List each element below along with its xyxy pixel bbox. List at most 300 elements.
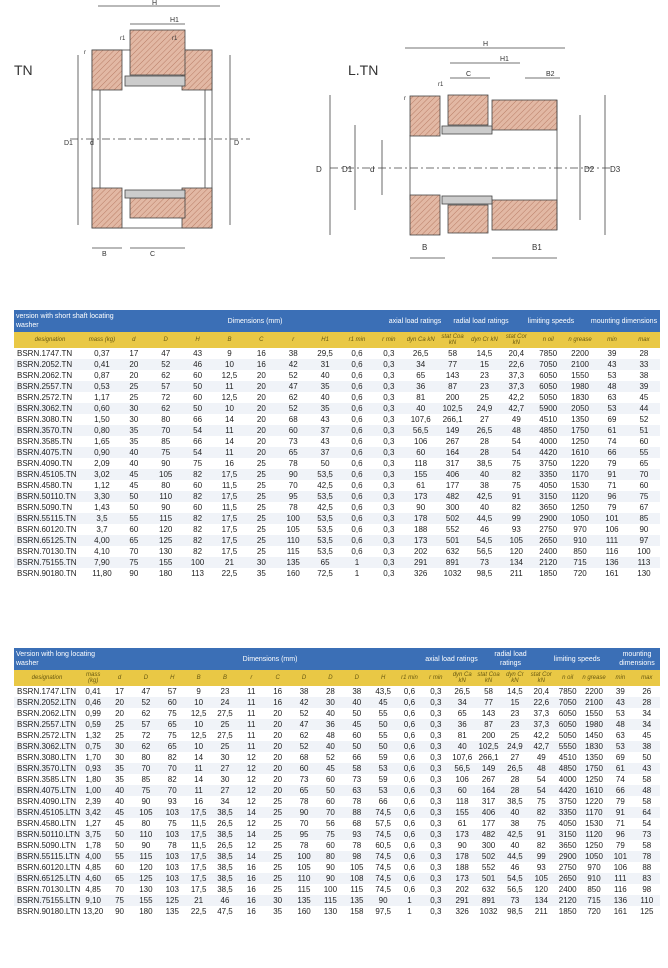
table-cell: 103 (159, 873, 185, 884)
table-cell: 62 (133, 741, 159, 752)
table-cell: 78 (634, 851, 660, 862)
table-cell: 1050 (581, 851, 607, 862)
table-cell: 0,6 (396, 785, 422, 796)
table-cell: 20 (106, 697, 132, 708)
table-cell: 27,5 (212, 708, 238, 719)
table-cell: 75 (159, 708, 185, 719)
table-cell: 34 (212, 796, 238, 807)
table-cell: 20 (265, 741, 291, 752)
table-cell: 2650 (554, 873, 580, 884)
svg-text:r: r (404, 96, 406, 102)
table-cell: 23 (469, 370, 501, 381)
table-cell: 0,3 (423, 785, 449, 796)
table-cell: 54 (182, 425, 214, 436)
table-cell: 65 (291, 785, 317, 796)
designation-cell: BSRN.2052.LTN (14, 697, 80, 708)
table-cell: 82 (528, 807, 554, 818)
table-row (14, 392, 660, 403)
column-header: min (607, 337, 617, 343)
table-cell: 2,39 (80, 796, 106, 807)
table-cell: 16 (238, 906, 264, 917)
table-cell: 103 (159, 807, 185, 818)
table-cell: 106 (449, 774, 475, 785)
table-cell: 0,3 (373, 403, 405, 414)
table-cell: 14 (214, 414, 246, 425)
table-cell: 0,6 (341, 359, 373, 370)
table-cell: 125 (159, 895, 185, 906)
table-cell: 26,5 (212, 840, 238, 851)
table-cell: 0,6 (396, 752, 422, 763)
table-cell: 0,3 (373, 392, 405, 403)
table-cell: 23 (212, 686, 238, 697)
table-cell: 75 (317, 829, 343, 840)
table-cell: 17,5 (214, 546, 246, 557)
table-cell: 3650 (532, 502, 564, 513)
designation-cell: BSRN.3585.LTN (14, 774, 80, 785)
table-cell: 42,7 (500, 403, 532, 414)
table-cell: 9,10 (80, 895, 106, 906)
table-cell: 11 (185, 763, 211, 774)
table-cell: 22,5 (214, 568, 246, 579)
table-cell: 60 (118, 524, 150, 535)
table-row (14, 403, 660, 414)
designation-cell: BSRN.3062.TN (14, 403, 86, 414)
table-cell: 68 (277, 414, 309, 425)
table-cell: 266,1 (437, 414, 469, 425)
table-cell: 40 (106, 785, 132, 796)
table-cell: 155 (133, 895, 159, 906)
tn-label: TN (14, 62, 33, 78)
table-cell: 1250 (564, 502, 596, 513)
table-cell: 0,6 (341, 480, 373, 491)
table-cell: 15 (502, 697, 528, 708)
table-cell: 12,5 (185, 730, 211, 741)
table-cell: 96 (596, 491, 628, 502)
table-cell: 20 (245, 436, 277, 447)
table-cell: 12,5 (214, 370, 246, 381)
table-cell: 7,90 (86, 557, 118, 568)
table-cell: 50 (317, 785, 343, 796)
table-cell: 1,70 (80, 752, 106, 763)
column-header: H (195, 337, 200, 343)
table-cell: 35 (265, 906, 291, 917)
table-cell: 20 (245, 425, 277, 436)
table-cell: 56,5 (405, 425, 437, 436)
table-cell: 105 (277, 524, 309, 535)
table-cell: 115 (291, 884, 317, 895)
table-cell: 38,5 (212, 851, 238, 862)
table-cell: 42,7 (528, 741, 554, 752)
table-cell: 37,3 (528, 708, 554, 719)
column-header: max (641, 675, 653, 681)
svg-text:D: D (234, 140, 240, 147)
column-header: D (143, 675, 149, 681)
table-cell: 20 (265, 774, 291, 785)
table-cell: 27 (212, 763, 238, 774)
column-header: designation (31, 675, 63, 681)
table-cell: 1,80 (80, 774, 106, 785)
table-cell: 0,6 (341, 370, 373, 381)
table-cell: 115 (317, 895, 343, 906)
table-cell: 116 (607, 884, 633, 895)
table-cell: 0,3 (373, 414, 405, 425)
table-cell: 173 (449, 873, 475, 884)
table-cell: 34 (405, 359, 437, 370)
table-cell: 82 (500, 469, 532, 480)
table-ltn-header: Version with long locating washer Dimensions (mm) axial load ratings radial load ratings limiting speeds mounting dimensions (14, 648, 660, 670)
table-cell: 0,6 (341, 447, 373, 458)
table-cell: 38 (344, 686, 370, 697)
table-cell: 17,5 (214, 513, 246, 524)
table-cell: 23 (502, 719, 528, 730)
table-cell: 60 (182, 502, 214, 513)
table-cell: 38,5 (212, 862, 238, 873)
table-cell: 25 (212, 719, 238, 730)
table-cell: 42 (291, 697, 317, 708)
table-cell: 118 (405, 458, 437, 469)
column-header: mass (kg) (88, 337, 116, 343)
table-cell: 60 (405, 447, 437, 458)
table-cell: 130 (133, 884, 159, 895)
table-cell: 85 (628, 513, 660, 524)
table-cell: 26,5 (469, 425, 501, 436)
table-cell: 47 (291, 719, 317, 730)
svg-text:D: D (316, 165, 322, 174)
table-cell: 10 (185, 719, 211, 730)
table-cell: 0,3 (423, 862, 449, 873)
table-cell: 105 (500, 535, 532, 546)
table-cell: 0,3 (373, 436, 405, 447)
table-cell: 0,3 (373, 381, 405, 392)
designation-cell: BSRN.1747.TN (14, 348, 86, 359)
table-cell: 14 (238, 829, 264, 840)
table-tn-body (14, 348, 660, 579)
table-cell: 291 (405, 557, 437, 568)
table-cell: 45 (628, 392, 660, 403)
table-ltn (14, 648, 660, 917)
table-cell: 75 (159, 818, 185, 829)
table-cell: 0,6 (396, 851, 422, 862)
column-header: r min (429, 675, 443, 681)
table-cell: 2050 (564, 403, 596, 414)
table-ltn-body (14, 686, 660, 917)
table-cell: 0,6 (341, 436, 373, 447)
table-cell: 11,5 (185, 840, 211, 851)
table-cell: 0,3 (373, 348, 405, 359)
table-cell: 58 (634, 796, 660, 807)
table-cell: 75 (182, 458, 214, 469)
table-cell: 1850 (532, 568, 564, 579)
table-cell: 25 (265, 884, 291, 895)
table-cell: 70 (291, 818, 317, 829)
table-row (14, 524, 660, 535)
table-cell: 77 (437, 359, 469, 370)
table-cell: 75 (500, 458, 532, 469)
table-cell: 0,6 (341, 535, 373, 546)
table-cell: 42 (277, 359, 309, 370)
table-cell: 20 (265, 785, 291, 796)
table-cell: 66 (344, 752, 370, 763)
table-cell: 80 (150, 480, 182, 491)
table-cell: 3750 (554, 796, 580, 807)
table-cell: 46 (469, 524, 501, 535)
table-cell: 38 (634, 741, 660, 752)
table-cell: 16 (265, 697, 291, 708)
table-cell: 40 (469, 469, 501, 480)
table-cell: 1120 (581, 829, 607, 840)
designation-cell: BSRN.3585.TN (14, 436, 86, 447)
table-cell: 115 (344, 884, 370, 895)
table-cell: 38 (291, 686, 317, 697)
table-cell: 25 (245, 469, 277, 480)
table-cell: 10 (185, 741, 211, 752)
table-cell: 1,65 (86, 436, 118, 447)
table-cell: 74,5 (370, 851, 396, 862)
table-cell: 0,80 (86, 425, 118, 436)
table-cell: 11 (214, 425, 246, 436)
column-header: B (227, 337, 232, 343)
table-cell: 200 (437, 392, 469, 403)
table-cell: 25 (106, 719, 132, 730)
table-cell: 73 (502, 895, 528, 906)
column-header: D (163, 337, 168, 343)
column-header: D (301, 675, 307, 681)
table-row (14, 502, 660, 513)
table-cell: 26,5 (502, 763, 528, 774)
designation-cell: BSRN.3080.LTN (14, 752, 80, 763)
table-cell: 113 (628, 557, 660, 568)
table-cell: 78 (291, 840, 317, 851)
table-cell: 90 (133, 840, 159, 851)
table-cell: 20 (265, 763, 291, 774)
table-cell: 25 (502, 730, 528, 741)
table-cell: 38 (277, 348, 309, 359)
table-cell: 75 (628, 491, 660, 502)
table-cell: 1170 (581, 807, 607, 818)
svg-text:H: H (152, 0, 158, 7)
table-cell: 21 (214, 557, 246, 568)
table-cell: 0,6 (341, 524, 373, 535)
table-cell: 164 (475, 785, 501, 796)
table-cell: 1 (341, 568, 373, 579)
table-cell: 0,6 (396, 686, 422, 697)
table-cell: 95 (291, 829, 317, 840)
table-cell: 16 (238, 862, 264, 873)
table-cell: 0,3 (423, 895, 449, 906)
table-cell: 501 (475, 873, 501, 884)
table-cell: 4,85 (80, 884, 106, 895)
table-cell: 0,6 (341, 381, 373, 392)
table-cell: 54 (528, 774, 554, 785)
table-row (14, 414, 660, 425)
table-cell: 45 (317, 763, 343, 774)
table-cell: 65 (277, 447, 309, 458)
table-cell: 30 (245, 557, 277, 568)
table-cell: 40 (502, 807, 528, 818)
ltn-label: L.TN (348, 62, 379, 78)
table-cell: 95 (277, 491, 309, 502)
table-cell: 75 (528, 796, 554, 807)
table-cell: 3350 (554, 807, 580, 818)
table-cell: 1550 (581, 708, 607, 719)
table-cell: 12,5 (214, 392, 246, 403)
table-cell: 49 (528, 752, 554, 763)
designation-cell: BSRN.75155.LTN (14, 895, 80, 906)
column-header: r1 min (348, 337, 366, 343)
table-cell: 130 (150, 546, 182, 557)
table-cell: 149 (437, 425, 469, 436)
table-row (14, 469, 660, 480)
table-row (14, 436, 660, 447)
table-cell: 0,6 (396, 829, 422, 840)
table-cell: 11,80 (86, 568, 118, 579)
table-cell: 30 (317, 697, 343, 708)
table-cell: 62 (150, 370, 182, 381)
table-cell: 73 (469, 557, 501, 568)
table-cell: 74,5 (370, 884, 396, 895)
table-cell: 160 (291, 906, 317, 917)
table-cell: 80 (133, 818, 159, 829)
table-cell: 53,5 (309, 535, 341, 546)
table-cell: 118 (449, 796, 475, 807)
svg-text:B: B (422, 243, 428, 252)
table-cell: 20 (265, 752, 291, 763)
table-cell: 55 (118, 513, 150, 524)
column-header: B (196, 675, 201, 681)
table-cell: 42,2 (500, 392, 532, 403)
table-cell: 38,5 (502, 796, 528, 807)
designation-cell: BSRN.3080.TN (14, 414, 86, 425)
table-cell: 70 (133, 763, 159, 774)
table-cell: 11 (185, 785, 211, 796)
table-cell: 11,5 (214, 502, 246, 513)
table-cell: 44,5 (502, 851, 528, 862)
table-cell: 501 (437, 535, 469, 546)
table-cell: 115 (150, 513, 182, 524)
table-cell: 25 (245, 546, 277, 557)
table-cell: 891 (437, 557, 469, 568)
table-cell: 74,5 (370, 807, 396, 818)
table-cell: 52 (150, 359, 182, 370)
table-cell: 38,5 (212, 873, 238, 884)
table-cell: 11 (238, 708, 264, 719)
table-row (14, 851, 660, 862)
table-cell: 70 (159, 785, 185, 796)
table-cell: 75 (150, 447, 182, 458)
table-cell: 211 (528, 906, 554, 917)
table-cell: 135 (277, 557, 309, 568)
table-row (14, 480, 660, 491)
table-cell: 22,5 (185, 906, 211, 917)
table-cell: 53 (370, 785, 396, 796)
table-cell: 88 (344, 807, 370, 818)
table-cell: 90 (317, 873, 343, 884)
table-cell: 16 (214, 458, 246, 469)
table-cell: 3350 (532, 469, 564, 480)
table-cell: 43 (634, 763, 660, 774)
table-cell: 91 (607, 807, 633, 818)
table-cell: 27 (469, 414, 501, 425)
table-row (14, 370, 660, 381)
table-cell: 50 (182, 403, 214, 414)
table-cell: 4,85 (80, 862, 106, 873)
table-cell: 7050 (554, 697, 580, 708)
table-row (14, 381, 660, 392)
table-cell: 20,4 (528, 686, 554, 697)
table-cell: 0,6 (396, 741, 422, 752)
table-cell: 38,5 (469, 458, 501, 469)
table-cell: 90 (405, 502, 437, 513)
column-header: dyn Cr kN (471, 337, 498, 343)
svg-text:r1: r1 (438, 82, 444, 88)
table-cell: 10 (185, 697, 211, 708)
table-row (14, 752, 660, 763)
table-cell: 71 (596, 480, 628, 491)
table-cell: 1530 (564, 480, 596, 491)
table-cell: 125 (150, 535, 182, 546)
table-cell: 0,6 (396, 796, 422, 807)
table-cell: 58 (344, 763, 370, 774)
table-cell: 73 (277, 436, 309, 447)
table-cell: 0,53 (86, 381, 118, 392)
table-cell: 90 (277, 469, 309, 480)
table-cell: 59 (370, 774, 396, 785)
svg-text:r: r (84, 50, 86, 56)
table-cell: 7050 (532, 359, 564, 370)
column-header: stat Cor kN (530, 672, 552, 684)
table-cell: 20 (265, 719, 291, 730)
table-cell: 14 (214, 436, 246, 447)
table-cell: 12,5 (185, 708, 211, 719)
table-cell: 74 (607, 774, 633, 785)
table-cell: 0,99 (80, 708, 106, 719)
table-cell: 4050 (532, 480, 564, 491)
table-cell: 0,41 (86, 359, 118, 370)
table-cell: 0,6 (341, 546, 373, 557)
table-cell: 36 (449, 719, 475, 730)
table-cell: 75 (500, 480, 532, 491)
table-row (14, 348, 660, 359)
table-cell: 910 (564, 535, 596, 546)
table-cell: 54 (182, 447, 214, 458)
designation-cell: BSRN.2062.TN (14, 370, 86, 381)
table-cell: 6050 (532, 381, 564, 392)
column-header: stat Coa kN (477, 672, 500, 684)
table-cell: 100 (628, 546, 660, 557)
table-cell: 552 (437, 524, 469, 535)
table-cell: 120 (150, 524, 182, 535)
designation-cell: BSRN.4580.TN (14, 480, 86, 491)
column-header: C (259, 337, 264, 343)
table-cell: 33 (628, 359, 660, 370)
table-cell: 53 (596, 370, 628, 381)
table-cell: 12 (238, 796, 264, 807)
table-cell: 54 (500, 436, 532, 447)
table-cell: 120 (528, 884, 554, 895)
table-cell: 63 (596, 392, 628, 403)
table-cell: 20 (118, 359, 150, 370)
table-cell: 74,5 (370, 862, 396, 873)
table-cell: 110 (133, 829, 159, 840)
table-cell: 34 (634, 708, 660, 719)
table-cell: 54,5 (469, 535, 501, 546)
table-row (14, 829, 660, 840)
table-cell: 70 (277, 480, 309, 491)
table-cell: 50 (370, 719, 396, 730)
table-cell: 0,3 (373, 568, 405, 579)
table-cell: 90 (133, 796, 159, 807)
table-cell: 36 (317, 719, 343, 730)
